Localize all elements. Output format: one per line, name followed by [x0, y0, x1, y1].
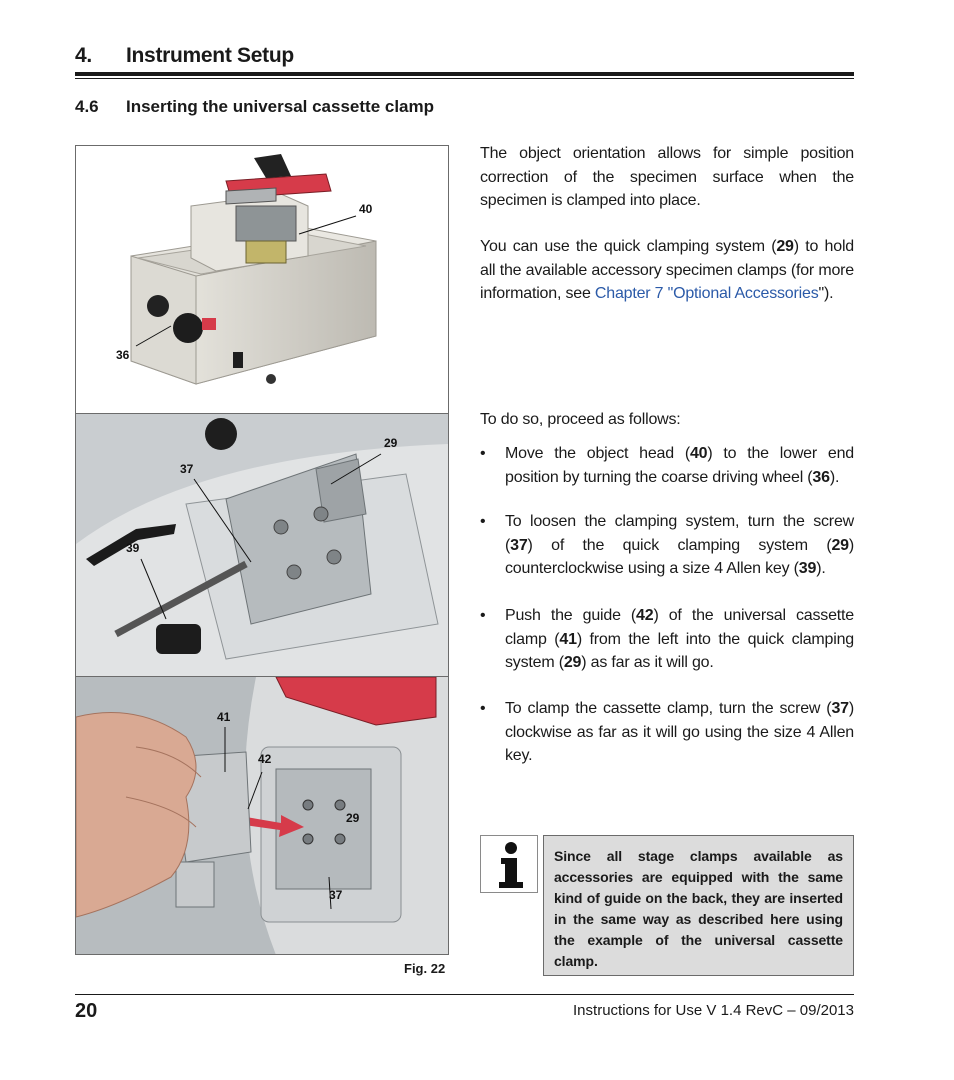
- list-item: • To clamp the cassette clamp, turn the screw (37) clockwise as far as it will go using the size 4 Allen key.: [480, 697, 854, 768]
- paragraph-quick-clamping: You can use the quick clamping system (29) to hold all the available accessory specimen clamps (for more information, see Chapter 7 "Optional Accessories").: [480, 238, 854, 302]
- paragraph-orientation: The object orientation allows for simple position correction of the specimen surface when the specimen is clamped into place.: [480, 145, 854, 209]
- info-icon: [481, 836, 537, 892]
- chapter-7-link[interactable]: Chapter 7 "Optional Accessories: [594, 285, 819, 302]
- paragraph-procedure-intro: To do so, proceed as follows:: [480, 411, 681, 428]
- document-version: Instructions for Use V 1.4 RevC – 09/2013: [573, 1002, 854, 1019]
- note-text: Since all stage clamps available as accessories are equipped with the same kind of guide on the back, they are inserted in the same way as described here using the example of the universal cassette clamp.: [554, 848, 843, 969]
- footer-rule: [75, 994, 854, 995]
- callout-29: 29: [384, 436, 398, 450]
- section-title-text: Inserting the universal cassette clamp: [126, 97, 435, 116]
- list-item: • To loosen the clamping system, turn the screw (37) of the quick clamping system (29) counterclockwise using a size 4 Allen key (39).: [480, 510, 854, 581]
- section-title: [75, 97, 434, 117]
- callout-41: 41: [217, 710, 231, 724]
- bullet-dot: •: [480, 513, 486, 530]
- bullet-dot: •: [480, 445, 486, 462]
- inserting-clamp-photo: [76, 677, 448, 955]
- callout-37b: 37: [329, 888, 343, 902]
- callout-42: 42: [258, 752, 272, 766]
- callout-29b: 29: [346, 811, 360, 825]
- list-item: • Move the object head (40) to the lower end position by turning the coarse driving wheel (36).: [480, 442, 854, 489]
- chapter-title: [75, 44, 854, 68]
- section-number: 4.6: [75, 97, 99, 116]
- info-icon-box: [480, 835, 538, 893]
- chapter-number: 4.: [75, 44, 92, 67]
- page-number: 20: [75, 1000, 98, 1022]
- callout-40: 40: [359, 202, 373, 216]
- figure-caption: Fig. 22: [404, 961, 446, 976]
- figure-22: [75, 145, 449, 955]
- list-item: • Push the guide (42) of the universal cassette clamp (41) from the left into the quick clamping system (29) as far as it will go.: [480, 604, 854, 675]
- figure-panel-inserting-clamp: [76, 676, 448, 955]
- note-box: [543, 835, 854, 976]
- callout-37: 37: [180, 462, 194, 476]
- chapter-title-text: Instrument Setup: [126, 44, 294, 67]
- callout-39: 39: [126, 541, 140, 555]
- figure-panel-clamping-system: [76, 413, 448, 676]
- bullet-dot: •: [480, 700, 486, 717]
- callout-36: 36: [116, 348, 130, 362]
- bullet-dot: •: [480, 607, 486, 624]
- header-rule-thick: [75, 72, 854, 76]
- instrument-photo: [76, 146, 448, 412]
- figure-panel-instrument: [76, 146, 448, 412]
- header-rule-thin: [75, 78, 854, 79]
